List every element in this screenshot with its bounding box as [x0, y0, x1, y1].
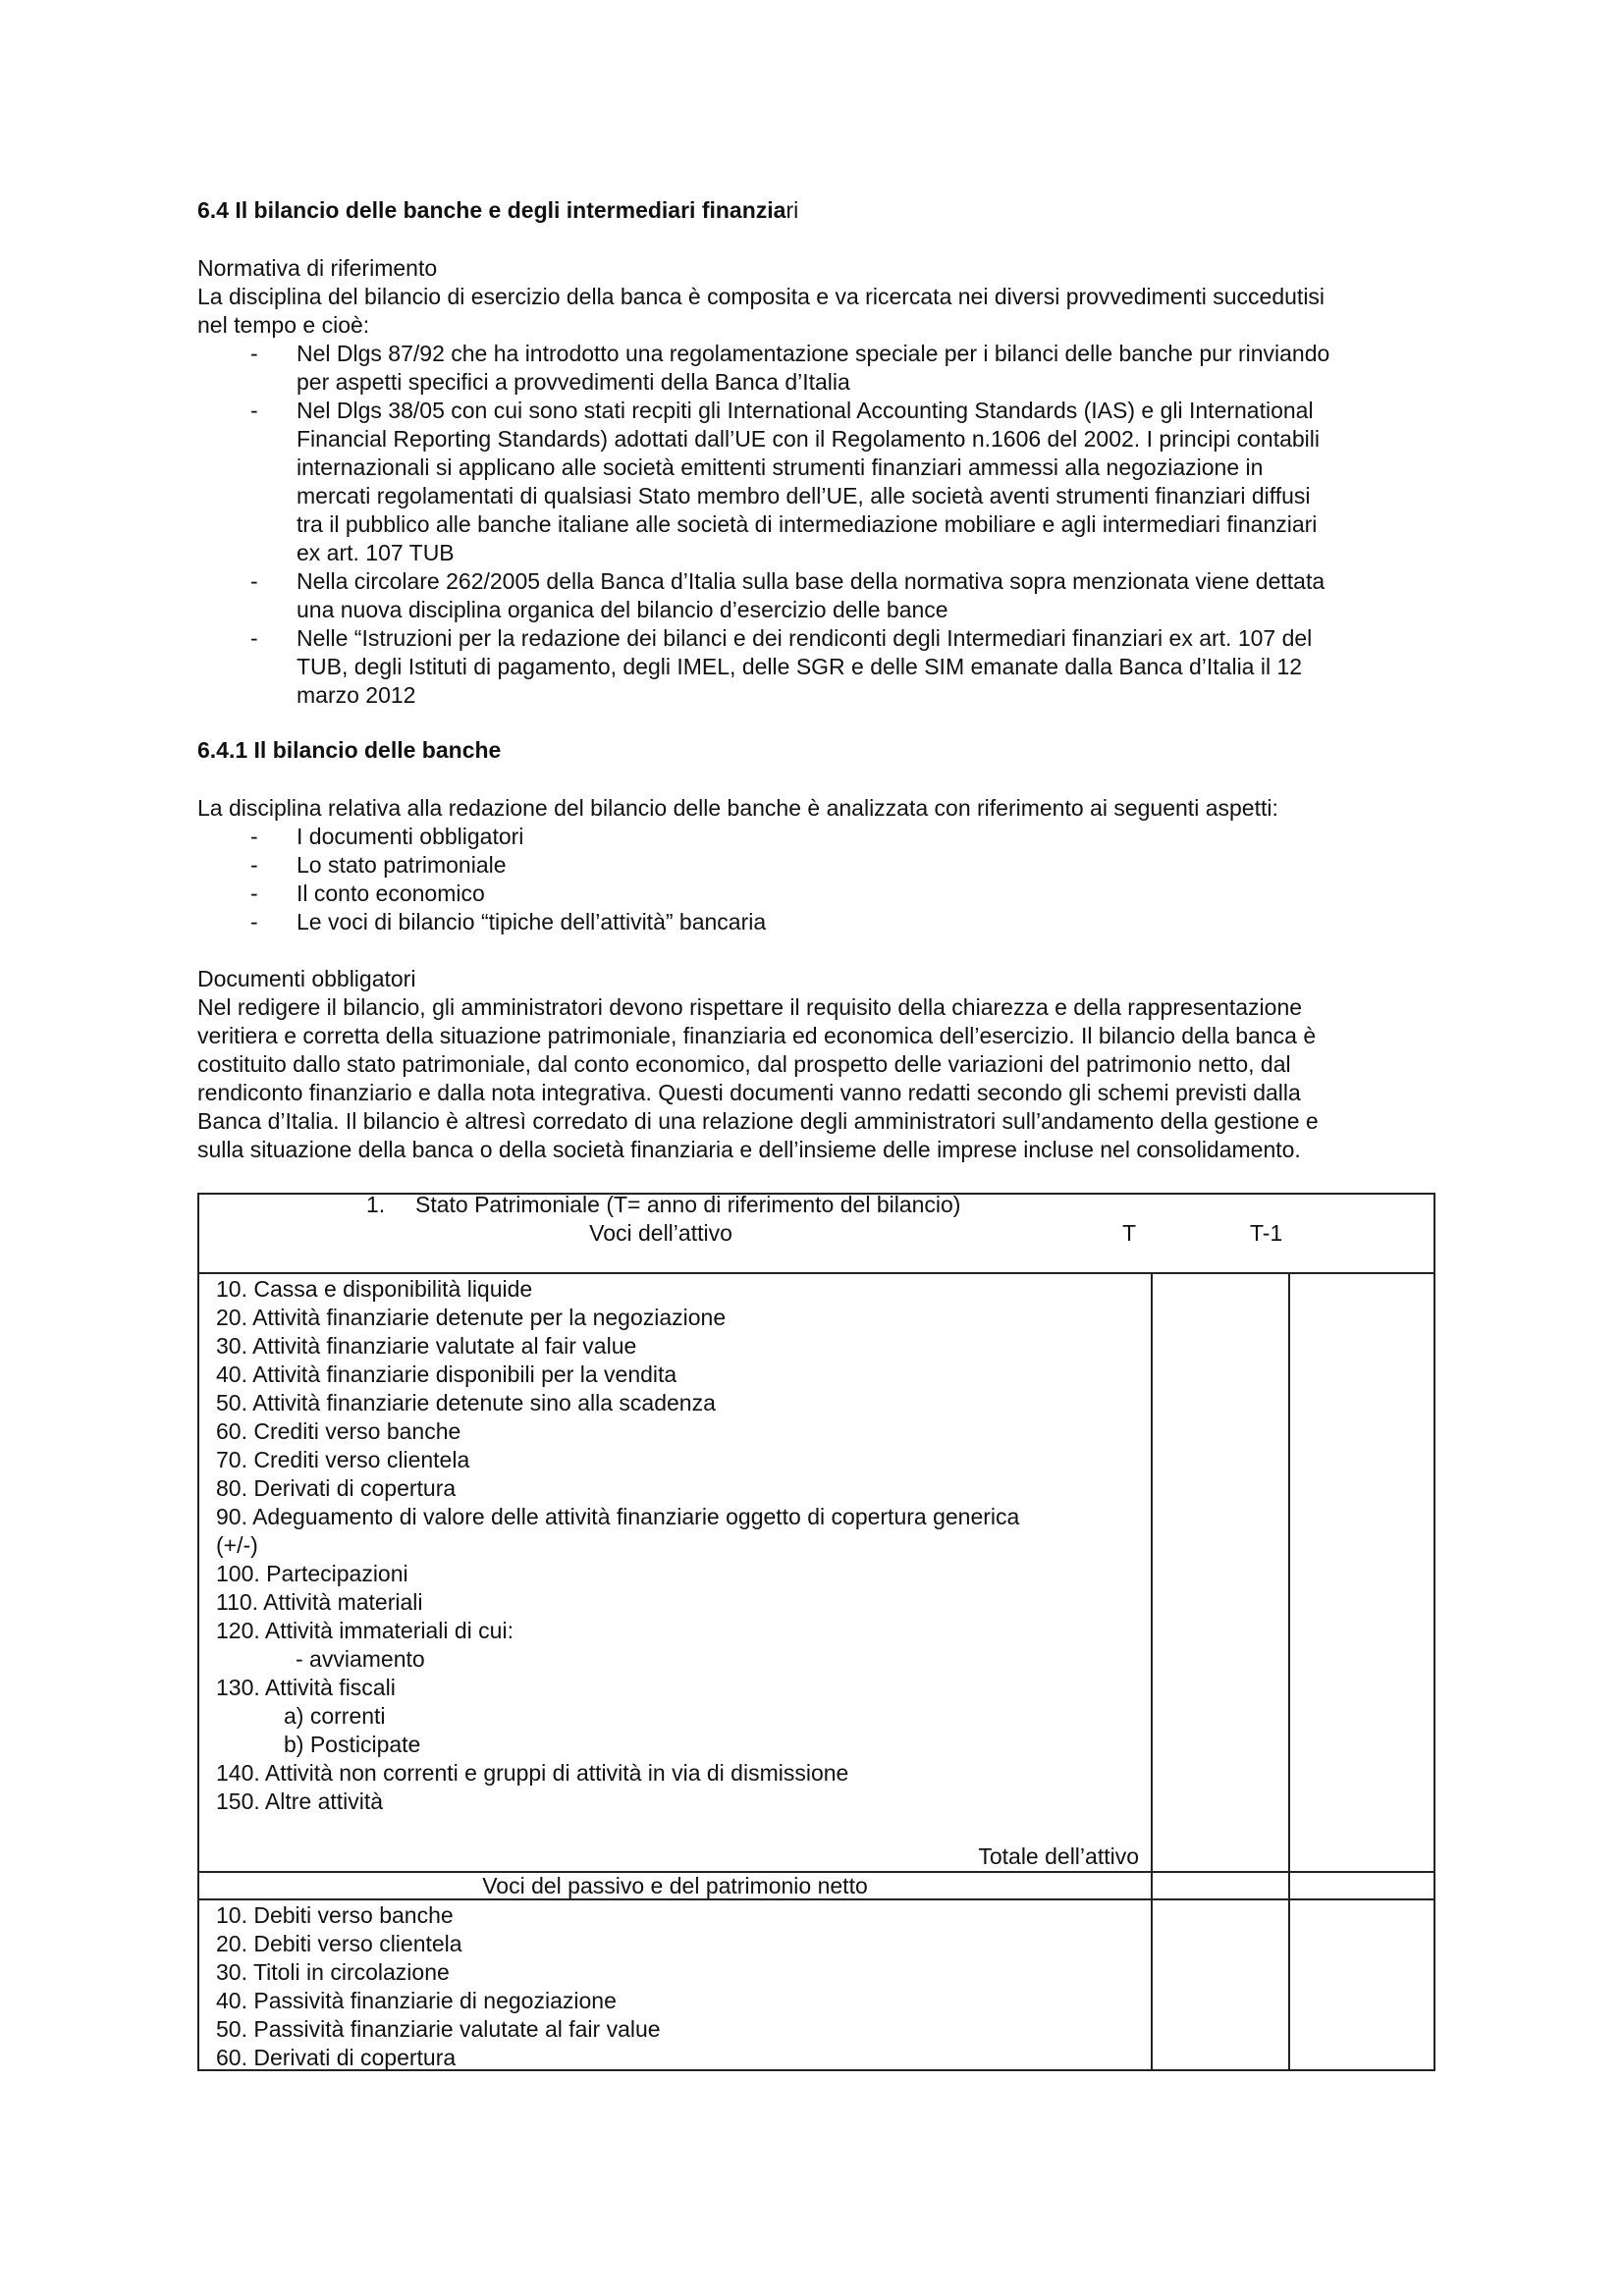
asset-row: 90. Adeguamento di valore delle attività finanziarie oggetto di copertura generica — [216, 1504, 1020, 1529]
section-title — [197, 196, 798, 225]
asset-row: 120. Attività immateriali di cui: — [216, 1618, 514, 1643]
documenti-paragraph-line: rendiconto finanziario e dalla nota integrativa. Questi documenti vanno redatti secondo gli schemi previsti dalla — [197, 1080, 1301, 1105]
asset-row: b) Posticipate — [284, 1732, 421, 1757]
col-header-t1: T-1 — [1250, 1220, 1283, 1246]
asset-row: 110. Attività materiali — [216, 1589, 423, 1615]
asset-row: - avviamento — [296, 1646, 425, 1672]
normativa-bullet-line: tra il pubblico alle banche italiane alle società di intermediazione mobiliare e agli intermediari finanziari — [297, 511, 1318, 537]
asset-row: 100. Partecipazioni — [216, 1561, 408, 1586]
normativa-bullet-line: TUB, degli Istituti di pagamento, degli IMEL, delle SGR e delle SIM emanate dalla Banca d’Italia il 12 — [297, 654, 1303, 679]
normativa-bullet-line: mercati regolamentati di qualsiasi Stato membro dell’UE, alle società aventi strumenti finanziari diffusi — [297, 483, 1311, 508]
normativa-intro-line: La disciplina del bilancio di esercizio della banca è composita e va ricercata nei diversi provvedimenti succedutisi — [197, 284, 1325, 309]
normativa-bullet-line: per aspetti specifici a provvedimenti della Banca d’Italia — [297, 369, 850, 395]
asset-row: a) correnti — [284, 1703, 386, 1729]
asset-row: 40. Attività finanziarie disponibili per la vendita — [216, 1362, 677, 1387]
bullet-dash: - — [250, 625, 258, 651]
asset-row: 140. Attività non correnti e gruppi di attività in via di dismissione — [216, 1760, 849, 1786]
normativa-bullet-line: Nel Dlgs 87/92 che ha introdotto una regolamentazione speciale per i bilanci delle banche pur rinviando — [297, 341, 1330, 366]
normativa-heading: Normativa di riferimento — [197, 255, 438, 281]
documenti-paragraph-line: veritiera e corretta della situazione patrimoniale, finanziaria ed economica dell’esercizio. Il bilancio della banca è — [197, 1023, 1317, 1048]
normativa-bullet-line: Nelle “Istruzioni per la redazione dei bilanci e dei rendiconti degli Intermediari finanziari ex art. 107 del — [297, 625, 1313, 651]
liability-row: 20. Debiti verso clientela — [216, 1931, 462, 1956]
table-caption: Stato Patrimoniale (T= anno di riferimento del bilancio) — [415, 1192, 961, 1217]
asset-row: (+/-) — [216, 1532, 258, 1558]
liability-row: 60. Derivati di copertura — [216, 2045, 457, 2070]
column-divider-t1 — [1288, 1272, 1290, 2069]
normativa-bullet-line: marzo 2012 — [297, 682, 416, 708]
bullet-dash: - — [250, 568, 258, 594]
documenti-paragraph-line: sulla situazione della banca o della società finanziaria e dell’insieme delle imprese incluse nel consolidamento. — [197, 1137, 1301, 1162]
documenti-paragraph-line: Nel redigere il bilancio, gli amministratori devono rispettare il requisito della chiarezza e della rappresentazione — [197, 994, 1303, 1020]
subsection-intro: La disciplina relativa alla redazione del bilancio delle banche è analizzata con riferimento ai seguenti aspetti: — [197, 795, 1278, 821]
asset-row: 70. Crediti verso clientela — [216, 1447, 470, 1472]
documenti-paragraph-line: costituito dallo stato patrimoniale, dal conto economico, dal prospetto delle variazioni del patrimonio netto, dal — [197, 1051, 1291, 1077]
bullet-dash: - — [250, 824, 258, 849]
asset-row: 50. Attività finanziarie detenute sino alla scadenza — [216, 1390, 716, 1415]
table-number: 1. — [366, 1192, 386, 1217]
asset-row: 10. Cassa e disponibilità liquide — [216, 1276, 533, 1302]
normativa-bullet-line: Financial Reporting Standards) adottati dall’UE con il Regolamento n.1606 del 2002. I principi contabili — [297, 426, 1321, 452]
subsection-bullet: Il conto economico — [297, 881, 485, 906]
section-title-tail: ri — [785, 197, 799, 223]
asset-row: 30. Attività finanziarie valutate al fair value — [216, 1333, 637, 1359]
asset-row: 60. Crediti verso banche — [216, 1418, 461, 1444]
bullet-dash: - — [250, 341, 258, 366]
liabilities-header: Voci del passivo e del patrimonio netto — [482, 1873, 868, 1898]
asset-row: 80. Derivati di copertura — [216, 1475, 457, 1501]
bullet-dash: - — [250, 909, 258, 934]
header-divider — [199, 1272, 1434, 1274]
assets-total-label: Totale dell’attivo — [978, 1843, 1139, 1869]
normativa-bullet-line: Nella circolare 262/2005 della Banca d’Italia sulla base della normativa sopra menzionata viene dettata — [297, 568, 1325, 594]
liability-row: 50. Passività finanziarie valutate al fair value — [216, 2016, 661, 2042]
subsection-title: 6.4.1 Il bilancio delle banche — [197, 737, 502, 763]
asset-row: 130. Attività fiscali — [216, 1675, 396, 1700]
section-title-bold: 6.4 Il bilancio delle banche e degli intermediari finanzia — [197, 197, 786, 223]
subsection-bullet: I documenti obbligatori — [297, 824, 524, 849]
liability-row: 40. Passività finanziarie di negoziazione — [216, 1988, 617, 2013]
bullet-dash: - — [250, 398, 258, 423]
balance-sheet-table — [197, 1193, 1435, 2071]
documenti-heading: Documenti obbligatori — [197, 966, 416, 991]
bullet-dash: - — [250, 852, 258, 878]
documenti-paragraph-line: Banca d’Italia. Il bilancio è altresì corredato di una relazione degli amministratori sull’andamento della gestione e — [197, 1108, 1319, 1134]
column-divider-t — [1151, 1272, 1153, 2069]
normativa-bullet-line: ex art. 107 TUB — [297, 540, 455, 565]
normativa-bullet-line: una nuova disciplina organica del bilancio d’esercizio delle bance — [297, 597, 948, 622]
normativa-bullet-line: internazionali si applicano alle società emittenti strumenti finanziari ammessi alla negoziazione in — [297, 454, 1264, 480]
subsection-bullet: Le voci di bilancio “tipiche dell’attività” bancaria — [297, 909, 767, 934]
liability-row: 30. Titoli in circolazione — [216, 1959, 450, 1985]
liability-row: 10. Debiti verso banche — [216, 1902, 454, 1928]
asset-row: 20. Attività finanziarie detenute per la negoziazione — [216, 1305, 727, 1330]
normativa-bullet-line: Nel Dlgs 38/05 con cui sono stati recpiti gli International Accounting Standards (IAS) e gli International — [297, 398, 1314, 423]
asset-row: 150. Altre attività — [216, 1789, 384, 1814]
normativa-intro-line: nel tempo e cioè: — [197, 312, 370, 338]
subsection-bullet: Lo stato patrimoniale — [297, 852, 507, 878]
assets-header: Voci dell’attivo — [589, 1220, 732, 1246]
col-header-t: T — [1122, 1220, 1137, 1246]
bullet-dash: - — [250, 881, 258, 906]
